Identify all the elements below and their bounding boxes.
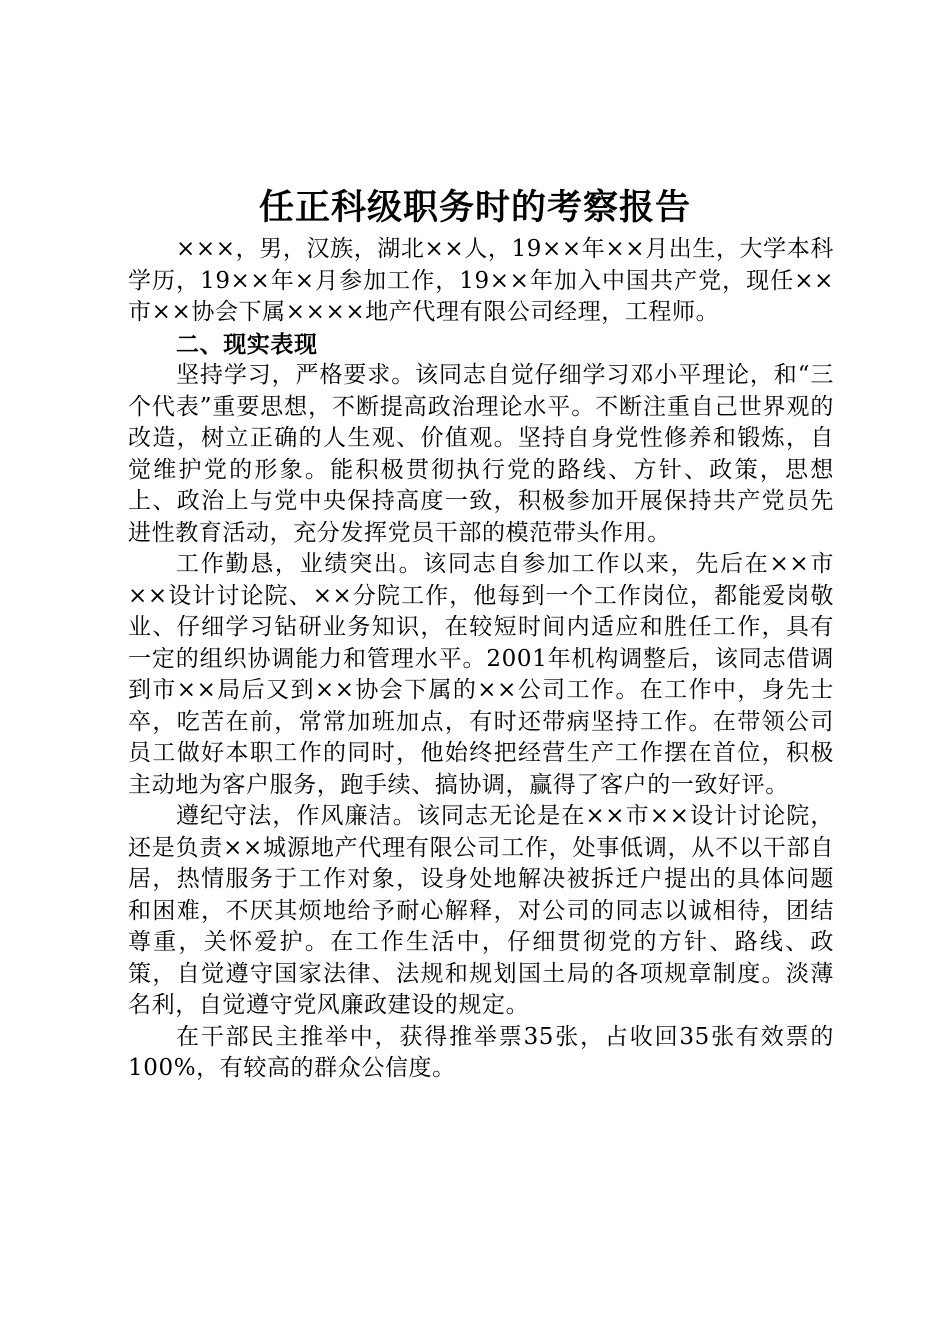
paragraph-study: 坚持学习，严格要求。该同志自觉仔细学习邓小平理论，和“三个代表”重要思想，不断提高政治理论水平。不断注重自己世界观的改造，树立正确的人生观、价值观。坚持自身党性修养和锻炼，自觉维护党的形象。能积极贯彻执行党的路线、方针、政策，思想上、政治上与党中央保持高度一致，积极参加开展保持共产党员先进性教育活动，充分发挥党员干部的模范带头作用。	[128, 362, 834, 546]
intro-paragraph: ×××，男，汉族，湖北××人，19××年××月出生，大学本科学历，19××年×月参加工作，19××年加入中国共产党，现任××市××协会下属××××地产代理有限公司经理，工程师。	[128, 236, 834, 325]
document-body	[128, 234, 834, 1085]
paragraph-vote: 在干部民主推举中，获得推举票35张，占收回35张有效票的100%，有较高的群众公信度。	[128, 1023, 834, 1081]
section-heading: 二、现实表现	[176, 330, 318, 358]
paragraph-work: 工作勤恳，业绩突出。该同志自参加工作以来，先后在××市××设计讨论院、××分院工作，他每到一个工作岗位，都能爱岗敬业、仔细学习钻研业务知识，在较短时间内适应和胜任工作，具有一定的组织协调能力和管理水平。2001年机构调整后，该同志借调到市××局后又到××协会下属的××公司工作。在工作中，身先士卒，吃苦在前，常常加班加点，有时还带病坚持工作。在带领公司员工做好本职工作的同时，他始终把经营生产工作摆在首位，积极主动地为客户服务，跑手续、搞协调，赢得了客户的一致好评。	[128, 551, 834, 798]
paragraph-discipline: 遵纪守法，作风廉洁。该同志无论是在××市××设计讨论院，还是负责××城源地产代理有限公司工作，处事低调，从不以干部自居，热情服务于工作对象，设身处地解决被拆迁户提出的具体问题和困难，不厌其烦地给予耐心解释，对公司的同志以诚相待，团结尊重，关怀爱护。在工作生活中，仔细贯彻党的方针、路线、政策，自觉遵守国家法律、法规和规划国土局的各项规章制度。淡薄名利，自觉遵守党风廉政建设的规定。	[128, 803, 834, 1018]
document-title: 任正科级职务时的考察报告	[258, 187, 691, 228]
